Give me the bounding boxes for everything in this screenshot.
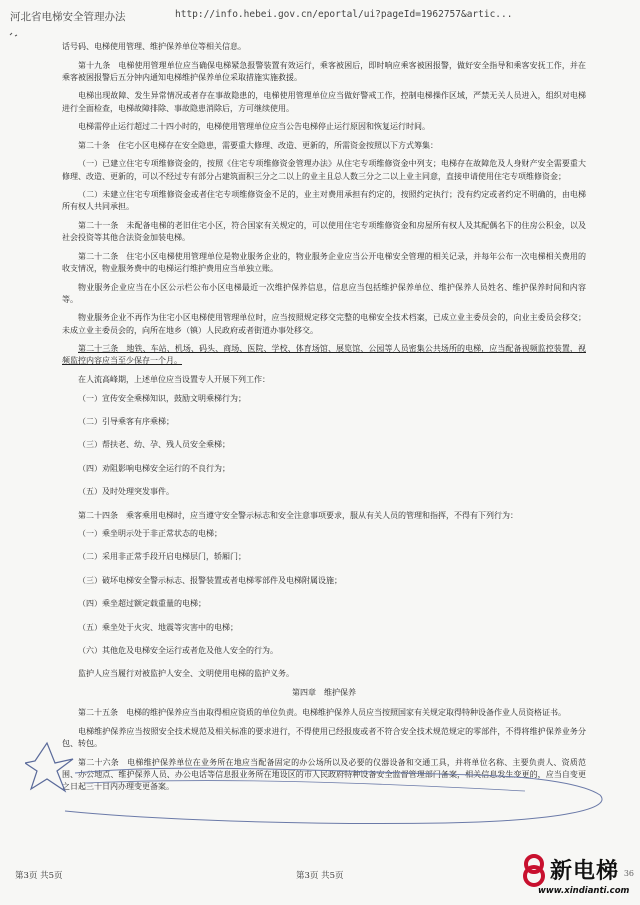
page-number: 36 (623, 869, 634, 878)
list-item: （四）劝阻影响电梯安全运行的不良行为； (78, 463, 230, 473)
source-url: http://info.hebei.gov.cn/eportal/ui?pageId=1962757&artic... (175, 9, 513, 20)
article-23: 第二十三条 地铁、车站、机场、码头、商场、医院、学校、体育场馆、展览馆、公园等人员密集公共场所的电梯，应当配备视频监控装置，视频监控内容应当至少保存一个月。 (62, 344, 586, 366)
pen-scribble-icon (25, 733, 625, 828)
page-footer-left: 第3页 共5页 (15, 871, 63, 881)
list-item: （二）采用非正常手段开启电梯层门，轿厢门； (78, 552, 246, 562)
article-26: 第二十六条 电梯维护保养单位在业务所在地应当配备固定的办公场所以及必要的仪器设备和交通工具，并将单位名称、主要负责人、资质范围、办公地点、维护保养人员、办公电话等信息报业务所在地设区的市人民政府特种设备安全监督管理部门备案，相关信息发生变更的，应当自变更之日起三十日内办理变更备案。 (62, 757, 586, 792)
page-footer-center: 第3页 共5页 (296, 871, 344, 881)
article-20: 第二十条 住宅小区电梯存在安全隐患，需要重大修理、改造、更新的，所需资金按照以下方式筹集： (78, 140, 438, 150)
article-19: 第十九条 电梯使用管理单位应当确保电梯紧急报警装置有效运行，乘客被困后，即时响应乘客被困报警，做好安全指导和乘客安抚工作，并在乘客被困报警后五分钟内通知电梯维护保养单位采取措施实施救援。 (62, 60, 586, 82)
list-item: （三）帮扶老、幼、孕、残人员安全乘梯； (78, 440, 230, 450)
paragraph: 电梯维护保养应当按照安全技术规范及相关标准的要求进行，不得使用已经报废或者不符合安全技术规范规定的零部件，不得将维护保养业务分包、转包。 (62, 726, 586, 749)
paragraph: 监护人应当履行对被监护人安全、文明使用电梯的监护义务。 (78, 669, 294, 679)
paragraph: 物业服务企业应当在小区公示栏公布小区电梯最近一次维护保养信息，信息应当包括维护保养单位、维护保养人员姓名、维护保养时间和内容等。 (62, 282, 586, 304)
document-title: 河北省电梯安全管理办法 (10, 11, 126, 23)
paragraph: 在人流高峰期，上述单位应当设置专人开展下列工作： (78, 374, 270, 384)
list-item: （一）乘坐明示处于非正常状态的电梯； (78, 529, 222, 539)
list-item: （一）宣传安全乘梯知识，鼓励文明乘梯行为； (78, 393, 246, 403)
paragraph: 话号码、电梯使用管理、维护保养单位等相关信息。 (62, 42, 246, 51)
article-22: 第二十二条 住宅小区电梯使用管理单位是物业服务企业的，物业服务企业应当公开电梯安全管理的相关记录，并每年公布一次电梯相关费用的收支情况，物业服务费中的电梯运行维护费用应当单独立账。 (62, 251, 586, 273)
paragraph: （二）未建立住宅专项维修资金或者住宅专项维修资金不足的，业主对费用承担有约定的，按照约定执行；没有约定或者约定不明确的，由电梯所有权人共同承担。 (62, 190, 586, 212)
scan-mark-icon (8, 30, 24, 40)
paragraph: 电梯需停止运行超过二十四小时的，电梯使用管理单位应当公告电梯停止运行原因和恢复运行时间。 (78, 122, 430, 132)
document-body (62, 41, 586, 800)
page-header (10, 9, 630, 23)
chapter-heading: 第四章 维护保养 (292, 688, 356, 698)
list-item: （二）引导乘客有序乘梯； (78, 416, 174, 426)
list-item: （六）其他危及电梯安全运行或者危及他人安全的行为。 (78, 646, 278, 656)
watermark-name: 新电梯 (550, 859, 620, 884)
list-item: （三）破坏电梯安全警示标志、报警装置或者电梯零部件及电梯附属设施； (78, 575, 342, 585)
list-item: （五）乘坐处于火灾、地震等灾害中的电梯； (78, 622, 238, 632)
elevator-logo-icon (520, 852, 550, 888)
watermark-logo (520, 852, 638, 902)
article-21: 第二十一条 未配备电梯的老旧住宅小区，符合国家有关规定的，可以使用住宅专项维修资金和房屋所有权人及其配偶名下的住房公积金，以及社会投资等其他合法资金加装电梯。 (62, 220, 586, 243)
list-item: （四）乘坐超过额定载重量的电梯； (78, 599, 206, 609)
article-24: 第二十四条 乘客乘用电梯时，应当遵守安全警示标志和安全注意事项要求，服从有关人员的管理和指挥，不得有下列行为： (78, 510, 518, 520)
paragraph: （一）已建立住宅专项维修资金的，按照《住宅专项维修资金管理办法》从住宅专项维修资金中列支；电梯存在故障危及人身财产安全需要重大修理、改造、更新的，可以不经过专有部分占建筑面积三分之二以上的业主且总人数三分之二以上业主同意，直接申请使用住宅专项维修资金； (62, 159, 586, 181)
list-item: （五）及时处理突发事件。 (78, 487, 174, 497)
watermark-site: www.xindianti.com (538, 886, 630, 896)
paragraph: 电梯出现故障、发生异常情况或者存在事故隐患的，电梯使用管理单位应当做好警戒工作，控制电梯操作区域，严禁无关人员进入，组织对电梯进行全面检查，电梯故障排除、事故隐患消除后，方可继续使用。 (62, 91, 586, 113)
paragraph: 物业服务企业不再作为住宅小区电梯使用管理单位时，应当按照规定移交完整的电梯安全技术档案，已成立业主委员会的，向业主委员会移交；未成立业主委员会的，向所在地乡（镇）人民政府或者街道办事处移交。 (62, 313, 586, 335)
article-25: 第二十五条 电梯的维护保养应当由取得相应资质的单位负责。电梯维护保养人员应当按照国家有关规定取得特种设备作业人员资格证书。 (78, 708, 566, 718)
